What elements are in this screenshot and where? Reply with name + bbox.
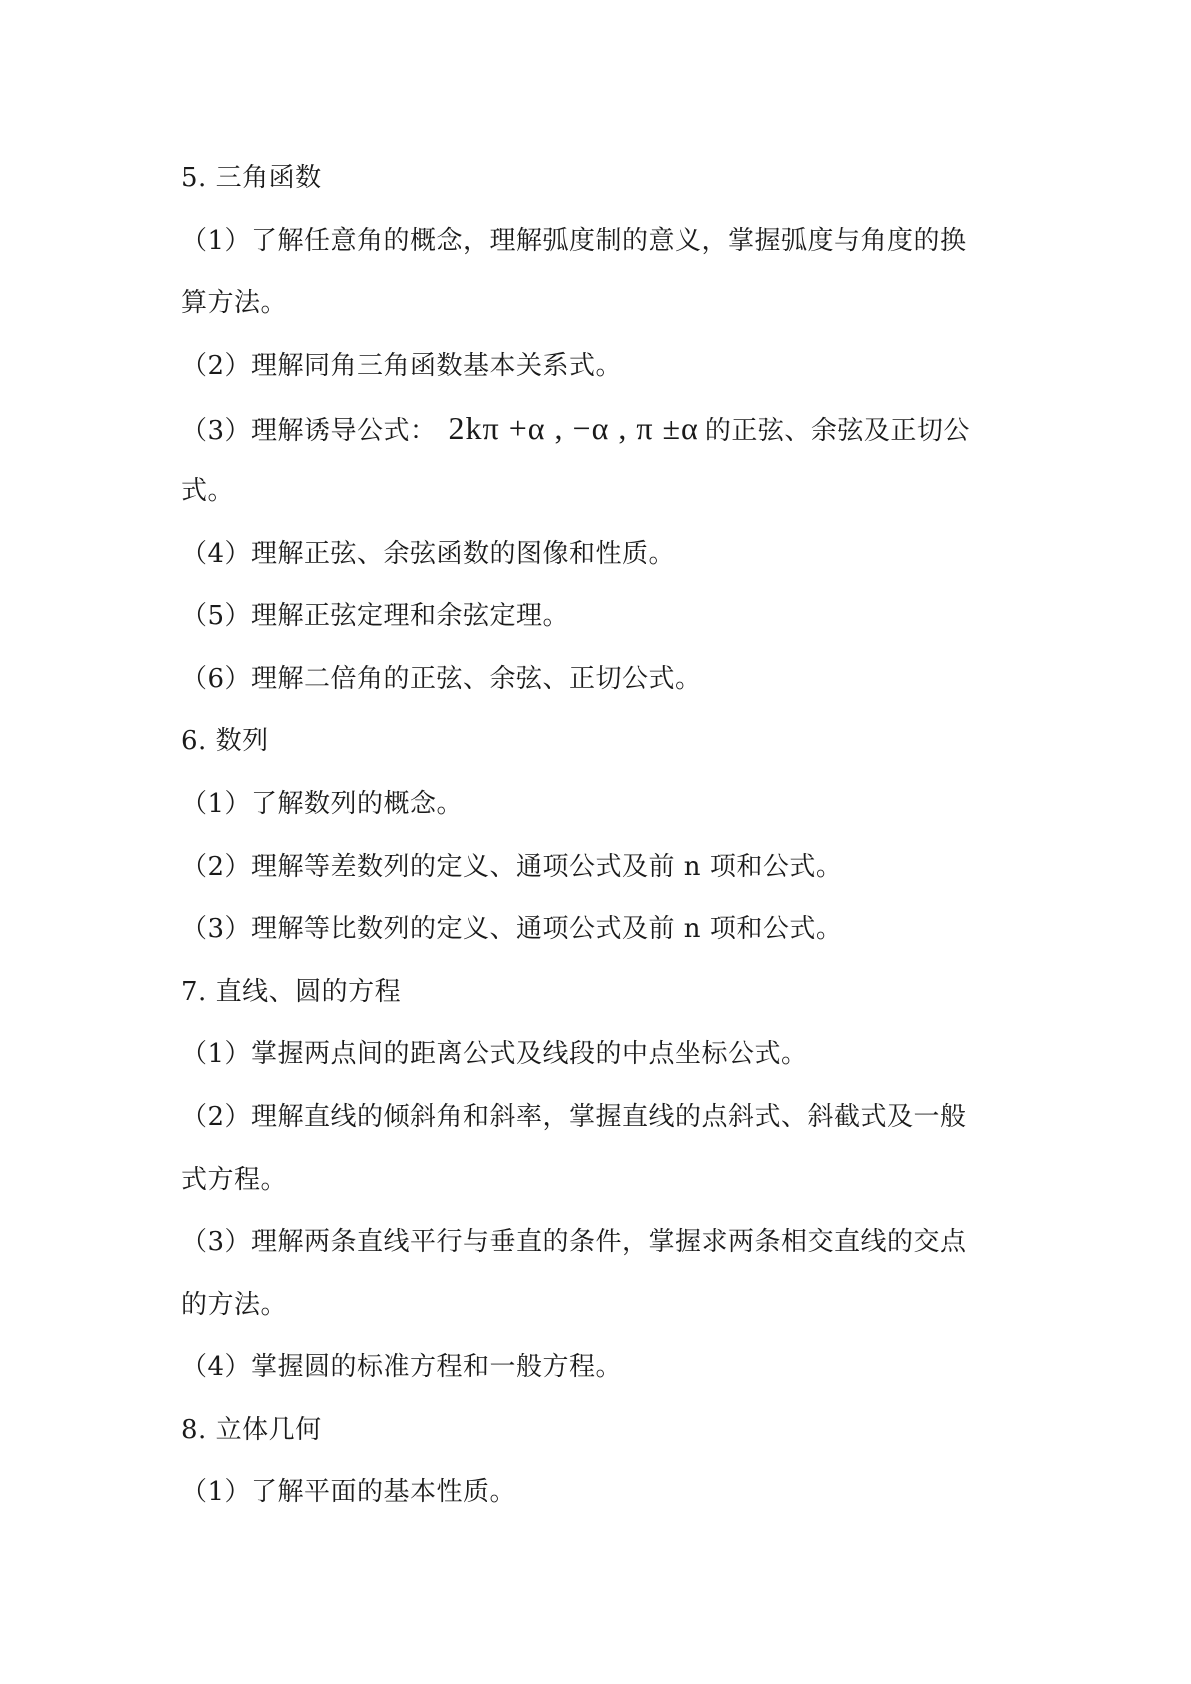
text-line: 式。 — [181, 475, 235, 506]
section-heading: 8. 立体几何 — [181, 1414, 322, 1445]
text-line: （4）掌握圆的标准方程和一般方程。 — [181, 1352, 623, 1383]
text-line: （5）理解正弦定理和余弦定理。 — [181, 601, 570, 632]
text-line: 算方法。 — [181, 288, 288, 319]
text-line: （3）理解等比数列的定义、通项公式及前 n 项和公式。 — [181, 914, 843, 945]
text-line: （2）理解同角三角函数基本关系式。 — [181, 350, 623, 381]
section-heading: 7. 直线、圆的方程 — [181, 976, 402, 1007]
text-line: （1）了解平面的基本性质。 — [181, 1477, 517, 1508]
text-segment: 的正弦、余弦及正切公 — [704, 416, 970, 447]
text-line-with-formula — [181, 397, 1021, 460]
section-heading: 6. 数列 — [181, 726, 269, 757]
text-line: （1）掌握两点间的距离公式及线段的中点坐标公式。 — [181, 1039, 808, 1070]
text-line: （1）了解数列的概念。 — [181, 788, 464, 819]
text-line: （1）了解任意角的概念，理解弧度制的意义，掌握弧度与角度的换 — [181, 225, 967, 256]
text-line: （6）理解二倍角的正弦、余弦、正切公式。 — [181, 663, 702, 694]
text-line: 式方程。 — [181, 1164, 288, 1195]
text-line: （2）理解直线的倾斜角和斜率，掌握直线的点斜式、斜截式及一般 — [181, 1101, 967, 1132]
text-segment: （3）理解诱导公式： — [181, 416, 437, 447]
induction-formula: 2kπ +α , −α , π ±α — [448, 410, 699, 447]
text-line: 的方法。 — [181, 1289, 288, 1320]
text-line: （4）理解正弦、余弦函数的图像和性质。 — [181, 538, 676, 569]
document-content — [181, 147, 1021, 1524]
text-line: （3）理解两条直线平行与垂直的条件，掌握求两条相交直线的交点 — [181, 1227, 967, 1258]
text-line: （2）理解等差数列的定义、通项公式及前 n 项和公式。 — [181, 851, 843, 882]
section-heading: 5. 三角函数 — [181, 163, 322, 193]
